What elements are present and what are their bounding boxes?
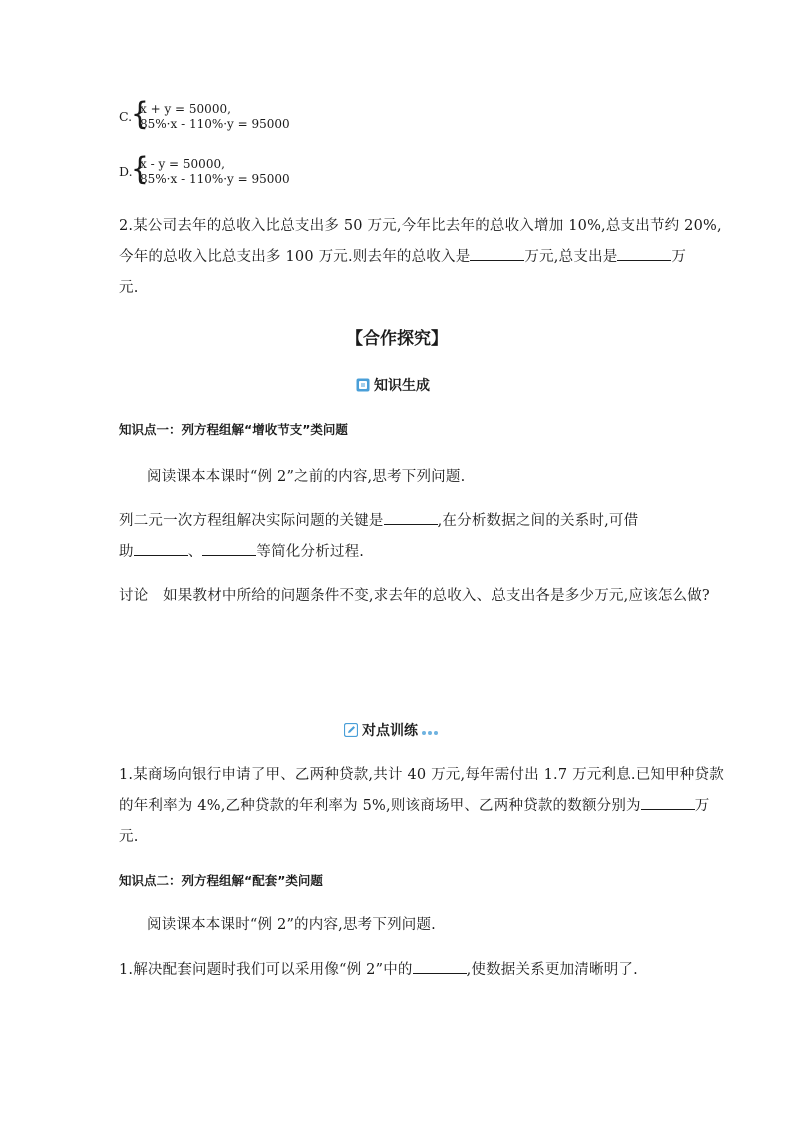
practice-heading xyxy=(344,720,440,740)
kp1-question-line2 xyxy=(119,540,364,561)
kp2-q-b: ,使数据关系更加清晰明了. xyxy=(466,962,638,978)
kp2-q-a: 1.解决配套问题时我们可以采用像“例 2”中的 xyxy=(119,962,413,978)
answer-blank[interactable] xyxy=(617,248,671,261)
answer-blank[interactable] xyxy=(384,512,438,525)
kp2-title: 知识点二：列方程组解“配套”类问题 xyxy=(119,873,323,888)
kp1-read: 阅读课本本课时“例 2”之前的内容,思考下列问题. xyxy=(147,469,466,485)
q2-line3: 元. xyxy=(119,280,139,296)
option-d-eq2: 85%·x - 110%·y = 95000 xyxy=(140,172,290,186)
option-c-eq2: 85%·x - 110%·y = 95000 xyxy=(140,117,290,131)
kp2-question xyxy=(119,958,638,979)
p1-line2-a: 的年利率为 4%,乙种贷款的年利率为 5%,则该商场甲、乙两种贷款的数额分别为 xyxy=(119,798,641,814)
decorative-dots-icon xyxy=(422,723,440,739)
knowledge-gen-heading xyxy=(356,375,430,395)
kp1-title: 知识点一：列方程组解“增收节支”类问题 xyxy=(119,422,348,437)
p1-line2-b: 万 xyxy=(694,798,710,814)
kp2-read: 阅读课本本课时“例 2”的内容,思考下列问题. xyxy=(147,917,436,933)
kp1-q-a: 列二元一次方程组解决实际问题的关键是 xyxy=(119,513,384,529)
p1-line3: 元. xyxy=(119,829,139,845)
kp1-q-d: 、 xyxy=(187,544,203,560)
section-title: 【合作探究】 xyxy=(346,329,448,349)
p1-line2 xyxy=(119,794,709,815)
kp1-discuss: 讨论 如果教材中所给的问题条件不变,求去年的总收入、总支出各是多少万元,应该怎么做? xyxy=(119,588,710,604)
q2-line2-c: 万 xyxy=(671,249,687,265)
answer-blank[interactable] xyxy=(641,797,695,810)
kp1-q-c: 助 xyxy=(119,544,134,560)
practice-label: 对点训练 xyxy=(362,723,418,739)
book-icon xyxy=(356,378,370,392)
answer-blank[interactable] xyxy=(134,543,188,556)
pencil-icon xyxy=(344,723,358,737)
answer-blank[interactable] xyxy=(470,248,524,261)
kp1-q-b: ,在分析数据之间的关系时,可借 xyxy=(437,513,639,529)
option-d-brace: { xyxy=(131,150,149,187)
option-d-eq1: x - y = 50000, xyxy=(140,157,225,171)
option-c-eq1: x + y = 50000, xyxy=(140,102,231,116)
option-c-label: C. xyxy=(119,109,133,124)
option-c-brace: { xyxy=(131,95,149,132)
q2-line2 xyxy=(119,245,686,266)
answer-blank[interactable] xyxy=(202,543,256,556)
knowledge-gen-label: 知识生成 xyxy=(374,378,430,394)
p1-line1: 1.某商场向银行申请了甲、乙两种贷款,共计 40 万元,每年需付出 1.7 万元利息.已知甲种贷款 xyxy=(119,767,724,783)
answer-blank[interactable] xyxy=(413,961,467,974)
kp1-q-e: 等简化分析过程. xyxy=(256,544,365,560)
kp1-question-line1 xyxy=(119,509,638,530)
q2-line2-a: 今年的总收入比总支出多 100 万元.则去年的总收入是 xyxy=(119,249,471,265)
option-d-label: D. xyxy=(119,164,133,179)
q2-line2-b: 万元,总支出是 xyxy=(524,249,618,265)
q2-line1: 2.某公司去年的总收入比总支出多 50 万元,今年比去年的总收入增加 10%,总支出节约 20%, xyxy=(119,218,722,234)
